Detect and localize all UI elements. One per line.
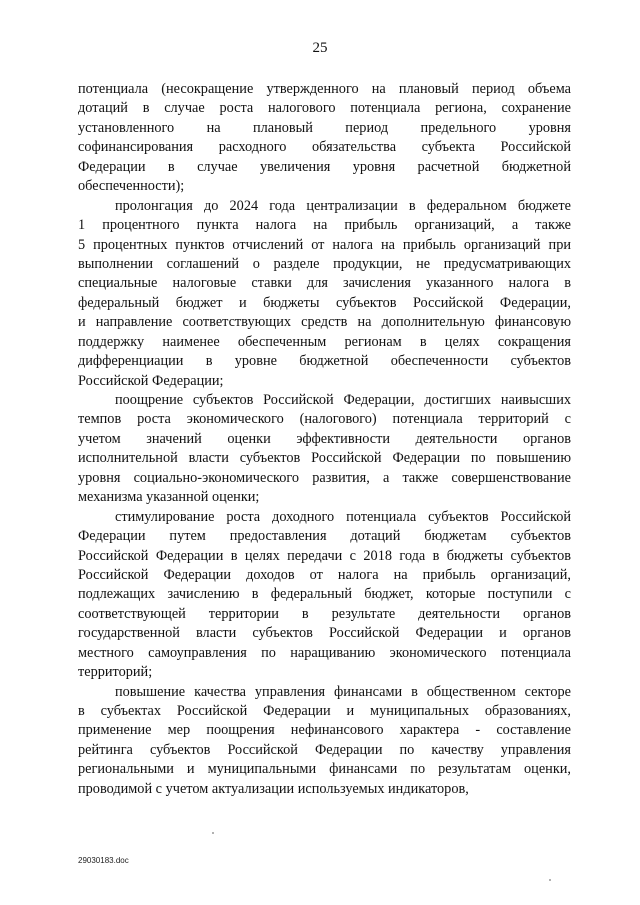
document-body bbox=[78, 80, 571, 799]
text-line: Федерации путем предоставления дотаций бюджетам субъектов bbox=[78, 528, 571, 545]
text-line: подлежащих зачислению в федеральный бюджет, которые поступили с bbox=[78, 586, 571, 603]
text-line: в субъектах Российской Федерации и муниципальных образованиях, bbox=[78, 703, 571, 719]
text-line: обеспеченности); bbox=[78, 178, 185, 195]
text-line: потенциала (несокращение утвержденного на плановый период объема bbox=[78, 81, 571, 97]
text-line: повышение качества управления финансами в общественном секторе bbox=[115, 683, 571, 700]
text-line: установленного на плановый период предельного уровня bbox=[78, 119, 571, 136]
text-line: Российской Федерации в целях передачи с 2018 года в бюджеты субъектов bbox=[78, 547, 571, 564]
text-line: 5 процентных пунктов отчислений от налога на прибыль организаций при bbox=[78, 236, 571, 253]
text-line: уровня социально-экономического развития, а также совершенствование bbox=[78, 469, 571, 486]
text-line: дифференциации в уровне бюджетной обеспеченности субъектов bbox=[78, 353, 571, 370]
text-line: поощрение субъектов Российской Федерации, достигших наивысших bbox=[115, 392, 571, 408]
text-line: поддержку наименее обеспеченным регионам в целях сокращения bbox=[78, 333, 571, 350]
text-line: механизма указанной оценки; bbox=[78, 489, 260, 506]
text-line: исполнительной власти субъектов Российской Федерации по повышению bbox=[78, 450, 571, 467]
text-line: дотаций в случае роста налогового потенциала региона, сохранение bbox=[78, 100, 571, 117]
text-line: софинансирования расходного обязательства субъекта Российской bbox=[78, 139, 571, 156]
page-number: 25 bbox=[312, 40, 328, 56]
text-line: региональными и муниципальными финансами по результатам оценки, bbox=[78, 761, 571, 778]
text-line: Российской Федерации доходов от налога на прибыль организаций, bbox=[78, 566, 571, 583]
text-line: Федерации в случае увеличения уровня расчетной бюджетной bbox=[78, 158, 571, 175]
paragraph bbox=[78, 508, 571, 683]
scan-speck bbox=[549, 879, 551, 881]
text-line: соответствующей территории в результате деятельности органов bbox=[78, 605, 571, 622]
text-line: учетом значений оценки эффективности деятельности органов bbox=[78, 430, 571, 447]
text-line: местного самоуправления по наращиванию экономического потенциала bbox=[78, 644, 571, 661]
paragraph bbox=[78, 80, 571, 197]
paragraph bbox=[78, 197, 571, 391]
text-line: Российской Федерации; bbox=[78, 372, 224, 389]
paragraph bbox=[78, 683, 571, 800]
text-line: применение мер поощрения нефинансового характера - составление bbox=[78, 722, 571, 739]
footer-filename: 29030183.doc bbox=[78, 856, 129, 865]
text-line: территорий; bbox=[78, 664, 153, 681]
text-line: проводимой с учетом актуализации используемых индикаторов, bbox=[78, 780, 469, 797]
text-line: 1 процентного пункта налога на прибыль организаций, а также bbox=[78, 217, 571, 234]
text-line: рейтинга субъектов Российской Федерации по качеству управления bbox=[78, 741, 571, 758]
text-line: выполнении соглашений о разделе продукции, не предусматривающих bbox=[78, 255, 571, 272]
text-line: темпов роста экономического (налогового) потенциала территорий с bbox=[78, 411, 571, 428]
text-line: специальные налоговые ставки для зачисления указанного налога в bbox=[78, 275, 571, 292]
scan-speck bbox=[212, 832, 214, 834]
text-line: стимулирование роста доходного потенциала субъектов Российской bbox=[115, 508, 571, 525]
text-line: и направление соответствующих средств на дополнительную финансовую bbox=[78, 314, 571, 331]
paragraph bbox=[78, 391, 571, 508]
text-line: государственной власти субъектов Российской Федерации и органов bbox=[78, 625, 571, 642]
text-line: пролонгация до 2024 года централизации в федеральном бюджете bbox=[115, 197, 571, 214]
text-line: федеральный бюджет и бюджеты субъектов Российской Федерации, bbox=[78, 294, 571, 311]
